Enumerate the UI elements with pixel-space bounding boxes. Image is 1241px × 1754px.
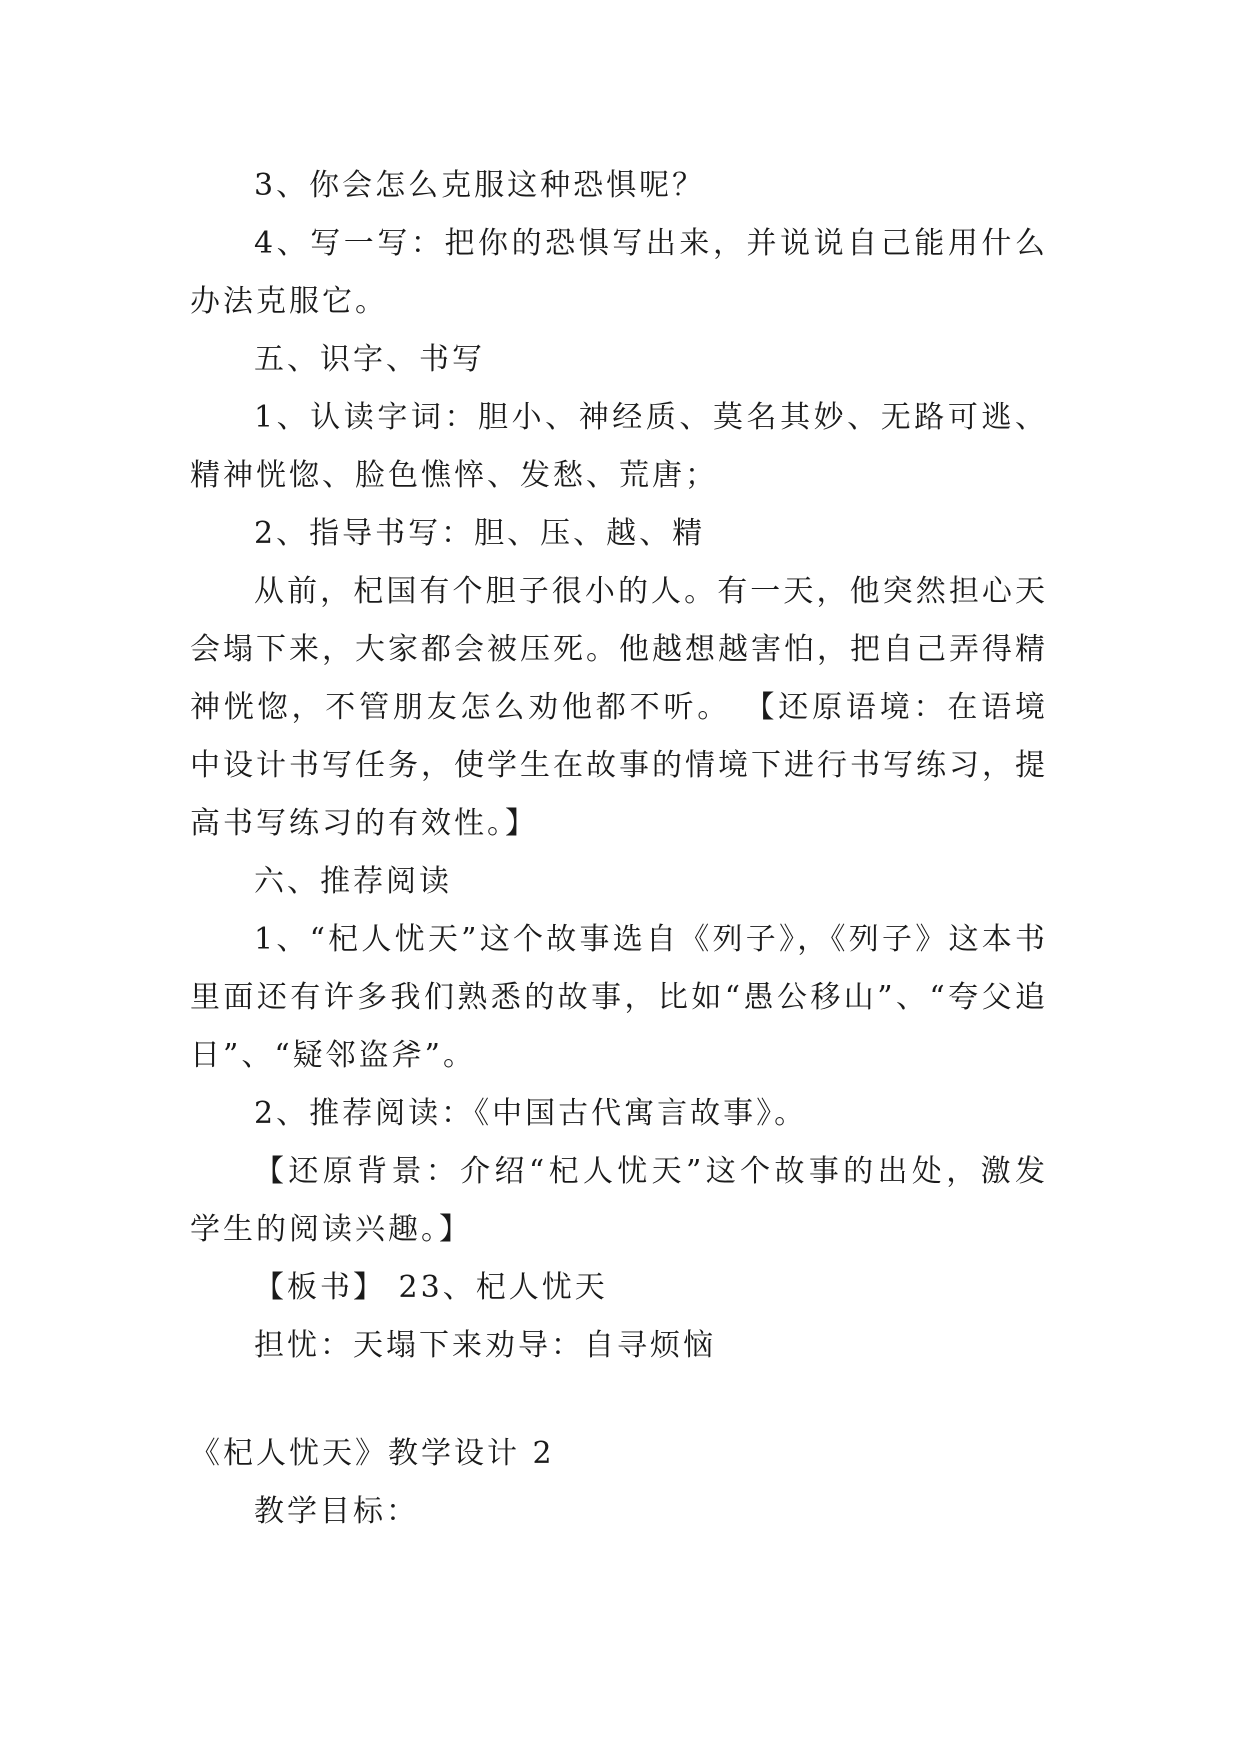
section-subheading: 教学目标： bbox=[254, 1494, 419, 1529]
section-heading: 六、推荐阅读 bbox=[254, 864, 452, 899]
paragraph: 【还原背景：介绍“杞人忧天”这个故事的出处，激发学生的阅读兴趣。】 bbox=[190, 1154, 1048, 1247]
paragraph: 1、“杞人忧天”这个故事选自《列子》，《列子》这本书里面还有许多我们熟悉的故事，比如“愚公移山”、“夸父追日”、“疑邻盗斧”。 bbox=[190, 922, 1048, 1073]
paragraph: 3、你会怎么克服这种恐惧呢？ bbox=[254, 168, 706, 203]
paragraph: 2、指导书写：胆、压、越、精 bbox=[254, 516, 706, 551]
paragraph: 【板书】 23、杞人忧天 bbox=[254, 1270, 608, 1305]
body-text bbox=[190, 157, 1048, 1375]
section-heading: 五、识字、书写 bbox=[254, 342, 485, 377]
paragraph: 4、写一写：把你的恐惧写出来，并说说自己能用什么办法克服它。 bbox=[190, 226, 1048, 319]
document-title: 《杞人忧天》教学设计 2 bbox=[190, 1436, 555, 1471]
paragraph: 从前，杞国有个胆子很小的人。有一天，他突然担心天会塌下来，大家都会被压死。他越想越害怕，把自己弄得精神恍惚，不管朋友怎么劝他都不听。 【还原语境：在语境中设计书写任务，使学生在故事的情境下进行书写练习，提高书写练习的有效性。】 bbox=[190, 574, 1048, 841]
paragraph: 2、推荐阅读：《中国古代寓言故事》。 bbox=[254, 1096, 808, 1131]
paragraph: 1、认读字词：胆小、神经质、莫名其妙、无路可逃、精神恍惚、脸色憔悴、发愁、荒唐； bbox=[190, 400, 1048, 493]
paragraph: 担忧：天塌下来劝导：自寻烦恼 bbox=[254, 1328, 716, 1363]
